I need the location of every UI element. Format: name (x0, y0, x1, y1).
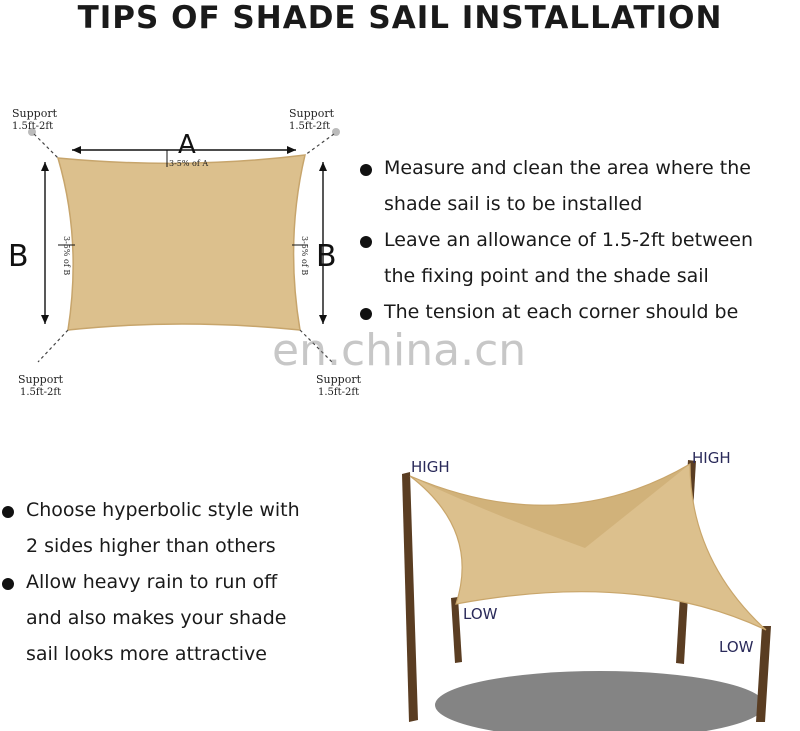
tip-line: The tension at each corner should be (384, 301, 739, 323)
support-label-top-left: Support (12, 107, 58, 120)
tip-line: shade sail is to be installed (384, 193, 643, 215)
post-left-low (451, 597, 462, 663)
support-label-top-right: Support (289, 107, 335, 120)
tip-item (0, 492, 380, 564)
watermark: en.china.cn (272, 325, 527, 376)
ground-shadow (435, 671, 765, 731)
support-line-top-right (305, 134, 334, 155)
support-dist-bottom-left: 1.5ft-2ft (20, 387, 62, 398)
rectangular-sail (58, 155, 305, 330)
support-dist-bottom-right: 1.5ft-2ft (318, 387, 360, 398)
support-line-bottom-left (38, 330, 68, 362)
label-low-left: LOW (463, 605, 498, 623)
bullet-icon (2, 506, 14, 518)
support-line-top-left (34, 134, 58, 158)
post-right-low (756, 626, 771, 722)
tip-line: Allow heavy rain to run off (26, 571, 278, 593)
tip-item (358, 222, 800, 294)
tip-line: 2 sides higher than others (26, 535, 276, 557)
bullet-icon (360, 308, 372, 320)
bullet-icon (360, 236, 372, 248)
label-high-right: HIGH (692, 449, 731, 467)
support-dist-top-left: 1.5ft-2ft (12, 121, 54, 132)
dimension-label-b-left: B (8, 239, 29, 274)
tip-item (358, 150, 800, 222)
tips-list-top (358, 150, 800, 330)
dimension-label-a: A (178, 130, 196, 160)
sag-label-b-right: 3-5% of B (300, 236, 309, 276)
dimension-label-b-right: B (316, 239, 337, 274)
sag-label-b-left: 3-5% of B (62, 236, 71, 276)
support-label-bottom-right: Support (316, 373, 362, 386)
tip-line: Leave an allowance of 1.5-2ft between (384, 229, 754, 251)
bullet-icon (360, 164, 372, 176)
tip-line: the fixing point and the shade sail (384, 265, 709, 287)
support-label-bottom-left: Support (18, 373, 64, 386)
label-high-left: HIGH (411, 458, 450, 476)
post-left-high (402, 472, 418, 722)
tip-item (358, 294, 800, 330)
tip-line: Choose hyperbolic style with (26, 499, 300, 521)
bullet-icon (2, 578, 14, 590)
tip-line: and also makes your shade (26, 607, 287, 629)
tip-line: sail looks more attractive (26, 643, 267, 665)
support-dist-top-right: 1.5ft-2ft (289, 121, 331, 132)
tip-line: Measure and clean the area where the (384, 157, 751, 179)
sag-label-a: 3-5% of A (169, 159, 209, 168)
label-low-right: LOW (719, 638, 754, 656)
page-title: TIPS OF SHADE SAIL INSTALLATION (77, 0, 723, 36)
tips-list-bottom (0, 492, 380, 672)
tip-item (0, 564, 380, 672)
